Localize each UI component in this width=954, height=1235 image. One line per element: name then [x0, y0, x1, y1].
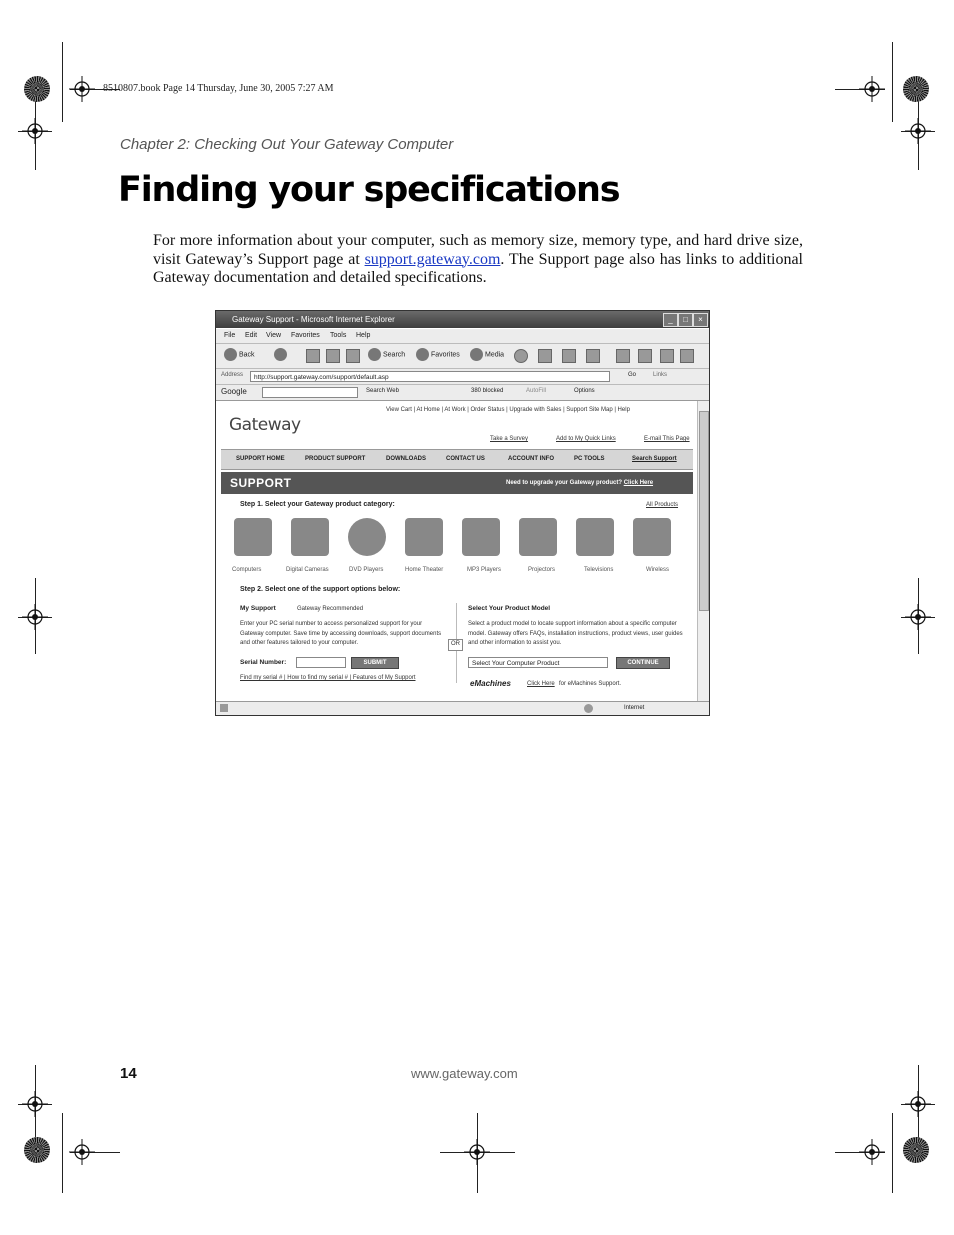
nav-contact-us[interactable]: CONTACT US: [446, 456, 485, 462]
registration-target-icon: [905, 118, 931, 144]
page-icon: [220, 704, 228, 712]
projector-icon[interactable]: [519, 518, 557, 556]
print-slug: 8510807.book Page 14 Thursday, June 30, 2005 7:27 AM: [103, 83, 334, 94]
menu-edit[interactable]: Edit: [245, 332, 258, 339]
television-icon[interactable]: [576, 518, 614, 556]
research-icon[interactable]: [660, 349, 674, 363]
dvd-icon[interactable]: [348, 518, 386, 556]
close-icon[interactable]: ×: [693, 313, 708, 327]
body-paragraph: [153, 232, 803, 288]
nav-support-home[interactable]: SUPPORT HOME: [236, 456, 285, 462]
emachines-logo: eMachines: [470, 679, 511, 688]
category-mp3-players[interactable]: MP3 Players: [467, 567, 502, 573]
category-home-theater[interactable]: Home Theater: [405, 567, 444, 573]
nav-pc-tools[interactable]: PC TOOLS: [574, 456, 605, 462]
internet-zone-icon: [584, 704, 593, 713]
browser-toolbar: [216, 344, 709, 369]
color-calibration-disc: [24, 1137, 50, 1163]
home-theater-icon[interactable]: [405, 518, 443, 556]
popup-blocked-count[interactable]: 380 blocked: [471, 388, 504, 394]
gateway-recommended: Gateway Recommended: [297, 606, 364, 612]
history-icon[interactable]: [514, 349, 528, 363]
registration-target-icon: [859, 76, 885, 102]
menu-tools[interactable]: Tools: [330, 332, 347, 339]
click-here-link[interactable]: Click Here: [623, 480, 654, 486]
emachines-text: for eMachines Support.: [559, 681, 622, 687]
color-calibration-disc: [903, 76, 929, 102]
menu-help[interactable]: Help: [356, 332, 371, 339]
status-bar: [216, 701, 709, 716]
registration-target-icon: [22, 1091, 48, 1117]
serial-number-input[interactable]: [296, 657, 346, 668]
registration-target-icon: [859, 1139, 885, 1165]
continue-button[interactable]: CONTINUE: [616, 657, 670, 669]
tools-icon[interactable]: [680, 349, 694, 363]
address-bar: [216, 369, 709, 385]
body-text: For more information about your computer, such as memory size, memory type, and hard drive size, visit Gateway’s Support page at: [153, 232, 803, 268]
category-wireless[interactable]: Wireless: [646, 567, 670, 573]
scrollbar-thumb[interactable]: [699, 411, 709, 611]
upgrade-text: Need to upgrade your Gateway product? Click Here: [506, 480, 654, 486]
favorites-button[interactable]: Favorites: [416, 348, 460, 361]
running-header: Chapter 2: Checking Out Your Gateway Computer: [120, 136, 454, 153]
crop-mark: [892, 42, 893, 122]
stop-icon[interactable]: [306, 349, 320, 363]
support-banner: [221, 472, 693, 494]
body-text: . The Support page also has links to additional Gateway documentation and detailed specifications.: [153, 250, 803, 286]
nav-product-support[interactable]: PRODUCT SUPPORT: [305, 456, 366, 462]
menu-favorites[interactable]: Favorites: [291, 332, 320, 339]
forward-arrow-icon: [274, 348, 287, 361]
options-button[interactable]: Options: [574, 388, 595, 394]
search-icon: [368, 348, 381, 361]
registration-target-icon: [69, 1139, 95, 1165]
address-label: Address: [221, 372, 244, 378]
my-support-description: Enter your PC serial number to access personalized support for your Gateway computer. Save time by accessing downloads, support documents and other features tailored to your computer.: [240, 621, 442, 646]
status-zone: Internet: [624, 705, 645, 711]
support-heading: SUPPORT: [230, 476, 292, 490]
footer-url: www.gateway.com: [411, 1066, 518, 1081]
nav-downloads[interactable]: DOWNLOADS: [386, 456, 426, 462]
autofill-button[interactable]: AutoFill: [526, 388, 547, 394]
search-web-button[interactable]: Search Web: [366, 388, 399, 394]
go-button[interactable]: Go: [628, 372, 637, 378]
step-1-label: Step 1. Select your Gateway product category:: [240, 501, 395, 508]
forward-button[interactable]: [274, 348, 289, 361]
email-page-link[interactable]: E-mail This Page: [644, 436, 690, 442]
category-televisions[interactable]: Televisions: [584, 567, 614, 573]
registration-target-icon: [464, 1139, 490, 1165]
serial-number-label: Serial Number:: [240, 659, 287, 666]
menu-file[interactable]: File: [224, 332, 236, 339]
category-dvd-players[interactable]: DVD Players: [349, 567, 384, 573]
support-link[interactable]: support.gateway.com: [364, 250, 501, 268]
category-projectors[interactable]: Projectors: [528, 567, 556, 573]
page-title: Finding your specifications: [118, 170, 620, 210]
media-button[interactable]: Media: [470, 348, 504, 361]
category-computers[interactable]: Computers: [232, 567, 262, 573]
registration-target-icon: [905, 1091, 931, 1117]
category-digital-cameras[interactable]: Digital Cameras: [286, 567, 329, 573]
gateway-logo: Gateway: [229, 415, 301, 435]
star-icon: [416, 348, 429, 361]
discuss-icon[interactable]: [616, 349, 630, 363]
edit-icon[interactable]: [586, 349, 600, 363]
crop-mark: [892, 1113, 893, 1193]
all-products-link[interactable]: All Products: [646, 502, 679, 508]
or-badge: OR: [448, 639, 463, 651]
links-label[interactable]: Links: [653, 372, 668, 378]
mail-icon[interactable]: [538, 349, 552, 363]
camera-icon[interactable]: [291, 518, 329, 556]
maximize-icon[interactable]: □: [678, 313, 693, 327]
home-icon[interactable]: [346, 349, 360, 363]
messenger-icon[interactable]: [638, 349, 652, 363]
google-logo: Google: [221, 387, 247, 396]
window-titlebar: [216, 311, 709, 328]
my-support-heading: My Support: [240, 605, 276, 612]
survey-link[interactable]: Take a Survey: [490, 436, 529, 442]
minimize-icon[interactable]: _: [663, 313, 678, 327]
registration-target-icon: [905, 604, 931, 630]
emachines-link[interactable]: Click Here: [527, 681, 555, 687]
color-calibration-disc: [24, 76, 50, 102]
google-toolbar: [216, 385, 709, 401]
serial-help-links[interactable]: Find my serial # | How to find my serial # | Features of My Support: [240, 675, 416, 681]
top-links[interactable]: View Cart | At Home | At Work | Order Status | Upgrade with Sales | Support Site Map | Help: [386, 407, 630, 413]
registration-target-icon: [22, 604, 48, 630]
menu-view[interactable]: View: [266, 332, 282, 339]
page-number: 14: [120, 1065, 137, 1082]
wireless-icon[interactable]: [633, 518, 671, 556]
step-2-label: Step 2. Select one of the support options below:: [240, 586, 401, 593]
browser-screenshot: [215, 310, 710, 716]
crop-mark: [62, 1113, 63, 1193]
window-title: Gateway Support - Microsoft Internet Explorer: [232, 315, 395, 324]
search-button[interactable]: Search: [368, 348, 405, 361]
address-input[interactable]: http://support.gateway.com/support/default.asp: [250, 371, 610, 382]
back-button[interactable]: Back: [224, 348, 255, 361]
crop-mark: [62, 42, 63, 122]
nav-account-info[interactable]: ACCOUNT INFO: [508, 456, 554, 462]
registration-target-icon: [22, 118, 48, 144]
select-model-heading: Select Your Product Model: [468, 605, 551, 612]
google-search-input[interactable]: [262, 387, 358, 398]
computer-icon[interactable]: [234, 518, 272, 556]
menu-bar: [216, 329, 709, 344]
registration-target-icon: [69, 76, 95, 102]
select-model-description: Select a product model to locate support information about a specific computer model. Gateway offers FAQs, installation instructions, product views, user guides and other information to assist you.: [468, 621, 683, 646]
mp3-player-icon[interactable]: [462, 518, 500, 556]
site-nav: [221, 449, 693, 470]
print-icon[interactable]: [562, 349, 576, 363]
refresh-icon[interactable]: [326, 349, 340, 363]
color-calibration-disc: [903, 1137, 929, 1163]
media-icon: [470, 348, 483, 361]
back-arrow-icon: [224, 348, 237, 361]
quick-links-link[interactable]: Add to My Quick Links: [556, 436, 616, 442]
computer-product-select[interactable]: Select Your Computer Product: [468, 657, 608, 668]
nav-search-support[interactable]: Search Support: [632, 456, 677, 462]
submit-button[interactable]: SUBMIT: [351, 657, 399, 669]
